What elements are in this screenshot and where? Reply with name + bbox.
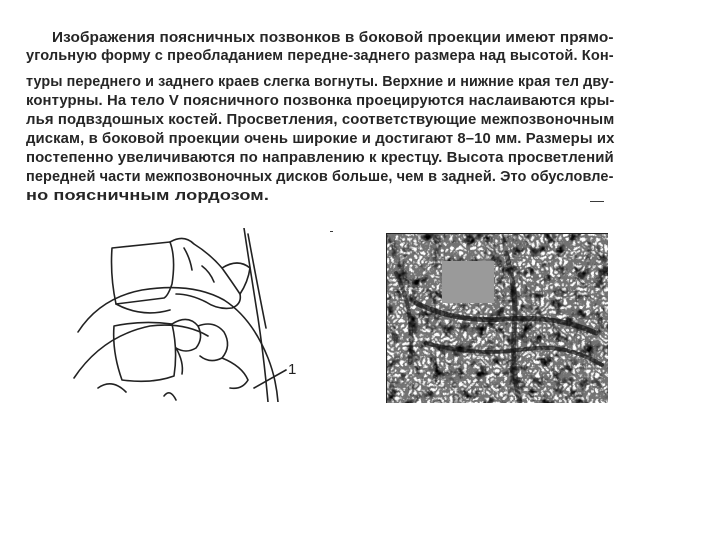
paragraph-line-3: туры переднего и заднего краев слегка вогнуты. Верхние и нижние края тел дву- [26,74,614,90]
paragraph-line-6: дискам, в боковой проекции очень широкие и достигают 8–10 мм. Размеры их [26,131,615,147]
figure-label: 1 [288,361,297,378]
paragraph-line-2: угольную форму с преобладанием передне-заднего размера над высотой. Кон- [26,48,614,64]
scan-speck [330,231,333,232]
paragraph-line-9: но поясничным лордозом. [26,188,269,204]
scan-speck [590,201,604,202]
posterior-arch-lower [172,319,201,351]
iliac-wing-curve [78,288,278,402]
radiograph-gray-patch [442,261,494,303]
paragraph-line-5: лья подвздошных костей. Просветления, соответствующие межпозвоночным [26,112,615,128]
posterior-arch-upper [170,238,240,308]
vertebral-body-upper [112,242,174,304]
paragraph-line-7: постепенно увеличиваются по направлению к крестцу. Высота просветлений [26,150,614,166]
radiograph-image [386,233,608,403]
vertebrae-line-drawing [72,228,312,402]
paragraph-line-8: передней части межпозвоночных дисков больше, чем в задней. Это обусловле- [26,169,614,185]
paragraph-line-1: Изображения поясничных позвонков в боковой проекции имеют прямо- [52,30,614,46]
vertebral-body-lower [114,322,176,381]
label-pointer-line [254,370,286,388]
paragraph-line-4: контурны. На тело V поясничного позвонка проецируются наслаиваются кры- [26,93,615,109]
